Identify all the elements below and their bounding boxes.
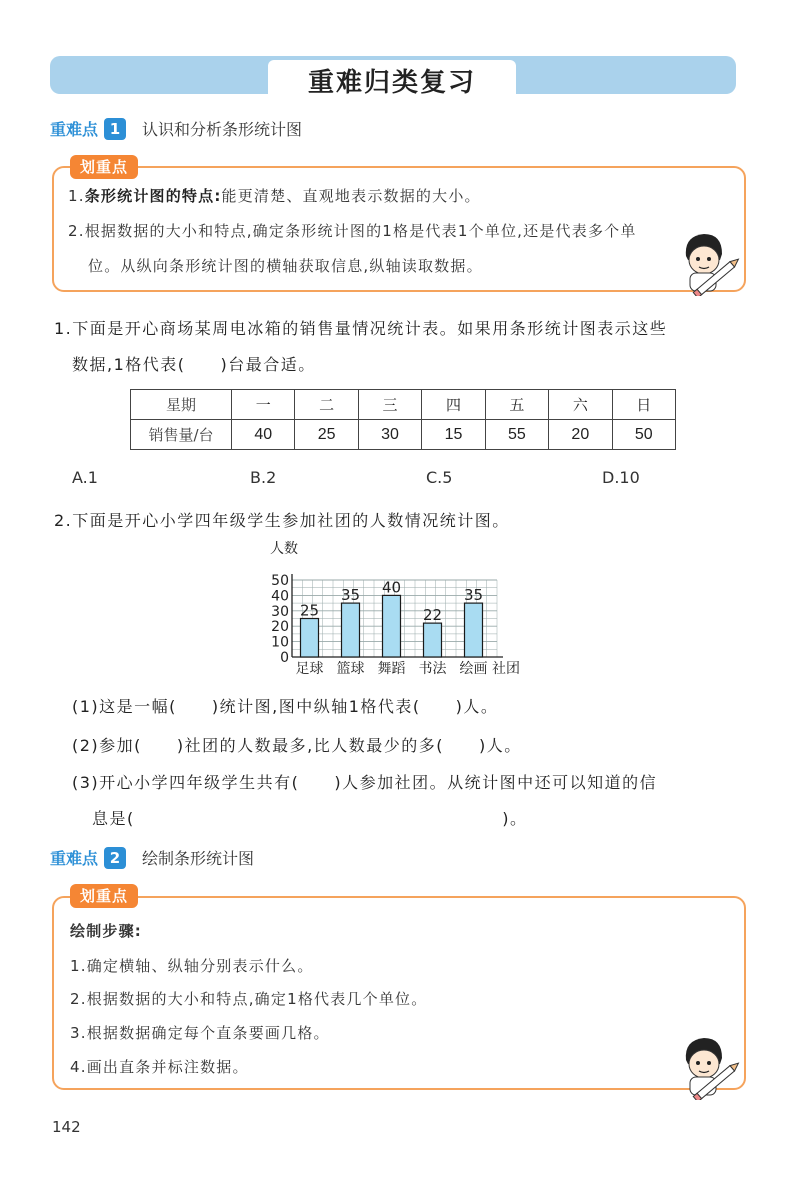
bar-value-label: 35 [463,586,484,605]
section-label: 重难点 [50,849,99,868]
table-cell: 25 [295,420,358,450]
table-row-days [131,390,676,420]
bar-value-label: 40 [381,578,402,597]
table-cell: 五 [485,390,548,420]
steps-title: 绘制步骤: [70,922,142,940]
section-2-heading [50,846,254,869]
question-2-sub-3-line-1: (3)开心小学四年级学生共有( )人参加社团。从统计图中还可以知道的信 [72,773,658,792]
table-cell: 一 [232,390,295,420]
bar-舞蹈 [383,595,401,657]
x-tick-label: 书法 [418,661,447,677]
table-cell: 30 [358,420,421,450]
section-title: 认识和分析条形统计图 [142,120,303,139]
key-point-2-line-1: 2.根据数据的大小和特点,确定条形统计图的1格是代表1个单位,还是代表多个单 [68,222,637,240]
chart-bars [300,578,483,657]
table-cell: 20 [549,420,612,450]
x-tick-label: 足球 [295,661,324,677]
table-cell: 15 [422,420,485,450]
table-header-sales: 销售量/台 [131,420,232,450]
option-c: C.5 [426,468,453,487]
x-tick-label: 绘画 [459,661,488,677]
bar-value-label: 35 [340,586,361,605]
y-tick-label: 20 [271,619,289,636]
question-2-sub-2: (2)参加( )社团的人数最多,比人数最少的多( )人。 [72,736,522,755]
y-tick-label: 0 [280,650,289,666]
table-cell: 三 [358,390,421,420]
section-number-badge: 1 [104,118,126,140]
y-tick-label: 50 [271,573,289,589]
bar-绘画 [465,603,483,657]
question-2-sub-1: (1)这是一幅( )统计图,图中纵轴1格代表( )人。 [72,697,499,716]
page-number: 142 [52,1118,81,1136]
question-2-line-1: 2.下面是开心小学四年级学生参加社团的人数情况统计图。 [54,511,510,530]
club-bar-chart [260,536,540,680]
key-point-1: 1.条形统计图的特点:能更清楚、直观地表示数据的大小。 [68,187,481,205]
table-row-sales [131,420,676,450]
table-cell: 40 [232,420,295,450]
step-1: 1.确定横轴、纵轴分别表示什么。 [70,957,314,975]
bar-value-label: 22 [422,606,443,625]
bar-篮球 [342,603,360,657]
table-cell: 50 [612,420,675,450]
bar-value-label: 25 [299,601,320,620]
table-cell: 二 [295,390,358,420]
key-points-tag: 划重点 [70,155,138,179]
question-1-line-1: 1.下面是开心商场某周电冰箱的销售量情况统计表。如果用条形统计图表示这些 [54,319,668,338]
section-title: 绘制条形统计图 [142,849,255,868]
x-tick-label: 舞蹈 [377,661,406,677]
key-point-2-line-2: 位。从纵向条形统计图的横轴获取信息,纵轴读取数据。 [88,257,483,275]
chart-x-ticks [296,660,488,677]
table-cell: 六 [549,390,612,420]
sales-table [130,389,676,450]
step-3: 3.根据数据确定每个直条要画几格。 [70,1024,330,1042]
table-cell: 日 [612,390,675,420]
question-1-line-2: 数据,1格代表( )台最合适。 [72,355,316,374]
student-mascot-icon [676,226,742,296]
table-cell: 55 [485,420,548,450]
step-2: 2.根据数据的大小和特点,确定1格代表几个单位。 [70,990,428,1008]
y-tick-label: 10 [271,634,289,651]
option-b: B.2 [250,468,277,487]
section-number-badge: 2 [104,847,126,869]
bar-书法 [424,623,442,657]
chart-y-axis-label: 人数 [270,541,298,557]
section-label: 重难点 [50,120,99,139]
table-header-weekday: 星期 [131,390,232,420]
bar-足球 [301,619,319,658]
option-d: D.10 [602,468,640,487]
student-mascot-icon [676,1030,742,1100]
table-cell: 四 [422,390,485,420]
y-tick-label: 40 [271,588,289,605]
x-tick-label: 篮球 [336,661,365,677]
section-1-heading [50,117,302,140]
key-points-tag: 划重点 [70,884,138,908]
option-a: A.1 [72,468,98,487]
chart-y-ticks [271,573,289,666]
page-title: 重难归类复习 [268,60,516,100]
chart-x-axis-label: 社团 [492,661,520,677]
step-4: 4.画出直条并标注数据。 [70,1058,249,1076]
question-2-sub-3-line-2: 息是( )。 [92,809,528,828]
y-tick-label: 30 [271,603,289,620]
